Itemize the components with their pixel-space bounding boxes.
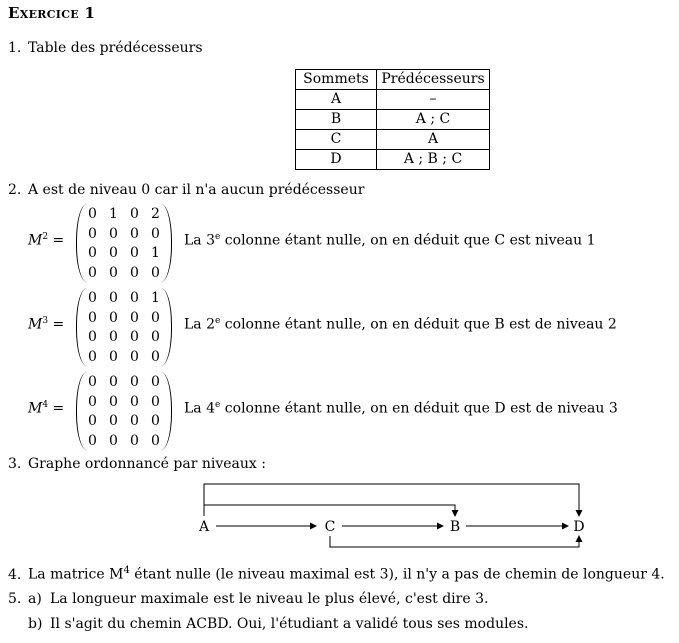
- question-number: 4.: [8, 566, 22, 583]
- matrix-comment: La 4e colonne étant nulle, on en déduit que D est de niveau 3: [184, 400, 618, 417]
- question-text: Graphe ordonnancé par niveaux :: [28, 456, 266, 472]
- predecessor-cell: –: [377, 90, 490, 110]
- question-5a: [8, 591, 488, 607]
- matrix-cell: 0: [88, 413, 97, 429]
- matrix-cell: 0: [151, 264, 160, 281]
- matrix-cell: 0: [151, 309, 160, 326]
- matrix-cell: 0: [109, 348, 118, 365]
- matrix-cell: 0: [109, 245, 118, 261]
- matrix-cell: 0: [88, 309, 97, 326]
- question-text: Table des prédécesseurs: [28, 40, 203, 56]
- matrix-cell: 0: [88, 225, 97, 242]
- matrix-cell: 0: [151, 348, 160, 365]
- matrix-cell: 0: [130, 264, 139, 281]
- question-number: 3.: [8, 456, 22, 472]
- matrix-cell: 0: [151, 374, 160, 390]
- matrix-cell: 0: [151, 432, 160, 449]
- table-row: [296, 130, 490, 150]
- question-exponent: 4: [123, 565, 130, 576]
- matrix-cell: 1: [151, 245, 160, 261]
- matrix-cell: 0: [130, 393, 139, 410]
- vertex-cell: A: [296, 90, 377, 110]
- matrix-cell: 0: [151, 225, 160, 242]
- matrix-cell: 0: [109, 309, 118, 326]
- sub-question-label: b): [28, 616, 43, 632]
- sub-question-text: Il s'agit du chemin ACBD. Oui, l'étudiant a validé tous ses modules.: [50, 616, 529, 632]
- predecessor-cell: A: [377, 130, 490, 150]
- matrix-cell: 0: [130, 432, 139, 449]
- matrix-grid: [82, 373, 166, 451]
- edge-c-d: [330, 536, 579, 547]
- matrix-cell: 0: [109, 432, 118, 449]
- graph-node-a: A: [198, 519, 210, 535]
- level-graph: [190, 478, 600, 556]
- matrix-grid: [82, 205, 166, 283]
- question-number: 5.: [8, 591, 22, 607]
- header-cell: Prédécesseurs: [377, 70, 490, 90]
- graph-node-d: D: [573, 519, 585, 535]
- right-parenthesis: [161, 204, 172, 282]
- matrix-cell: 0: [151, 393, 160, 410]
- table-row: [296, 90, 490, 110]
- vertex-cell: C: [296, 130, 377, 150]
- matrix-cell: 0: [130, 225, 139, 242]
- matrix-cell: 0: [130, 245, 139, 261]
- matrix-cell: 0: [88, 374, 97, 390]
- matrix-cell: 0: [109, 413, 118, 429]
- question-number: 1.: [8, 40, 22, 56]
- sub-question-text: La longueur maximale est le niveau le plus élevé, c'est dire 3.: [50, 591, 489, 607]
- matrix-cell: 0: [88, 290, 97, 306]
- matrix-comment: La 2e colonne étant nulle, on en déduit que B est de niveau 2: [184, 316, 617, 333]
- matrix-label: $M^4$ =: [28, 400, 65, 417]
- matrix-cell: 0: [88, 348, 97, 365]
- matrix-cell: 0: [88, 264, 97, 281]
- graph-node-c: C: [324, 519, 336, 535]
- question-5b: [28, 616, 528, 632]
- edge-a-b: [204, 505, 455, 516]
- matrix-cell: 0: [130, 206, 139, 222]
- matrix-label: $M^3$ =: [28, 316, 65, 333]
- matrix-cell: 0: [130, 329, 139, 345]
- matrix-cell: 0: [109, 329, 118, 345]
- matrix-cell: 0: [88, 432, 97, 449]
- question-number: 2.: [8, 182, 22, 198]
- matrix-cell: 0: [109, 264, 118, 281]
- matrix-cell: 0: [109, 290, 118, 306]
- exercise-title: Exercice 1: [8, 4, 96, 22]
- matrix-cell: 0: [109, 393, 118, 410]
- matrix-cell: 0: [130, 290, 139, 306]
- matrix-cell: 0: [88, 329, 97, 345]
- matrix-grid: [82, 289, 166, 367]
- matrix-cell: 0: [130, 348, 139, 365]
- header-cell: Sommets: [296, 70, 377, 90]
- matrix-comment: La 3e colonne étant nulle, on en déduit que C est niveau 1: [184, 232, 596, 249]
- sub-question-label: a): [28, 591, 42, 607]
- question-1: [8, 40, 203, 56]
- question-text: A est de niveau 0 car il n'a aucun prédécesseur: [28, 182, 365, 198]
- matrix-cell: 0: [88, 393, 97, 410]
- question-4: [8, 565, 665, 583]
- matrix-cell: 0: [151, 413, 160, 429]
- question-text-a: La matrice M: [28, 566, 124, 583]
- question-2: [8, 182, 364, 198]
- matrix-cell: 0: [130, 374, 139, 390]
- matrix-cell: 0: [130, 413, 139, 429]
- matrix-cell: 2: [151, 206, 160, 222]
- vertex-cell: D: [296, 150, 377, 170]
- right-parenthesis: [161, 372, 172, 450]
- table-header-row: [296, 70, 490, 90]
- predecessor-cell: A ; C: [377, 110, 490, 130]
- right-parenthesis: [161, 288, 172, 366]
- table-row: [296, 110, 490, 130]
- matrix-cell: 0: [109, 225, 118, 242]
- edge-a-d: [204, 484, 579, 516]
- matrix-cell: 0: [151, 329, 160, 345]
- graph-node-b: B: [449, 519, 461, 535]
- matrix-cell: 1: [109, 206, 118, 222]
- matrix-cell: 0: [88, 206, 97, 222]
- vertex-cell: B: [296, 110, 377, 130]
- question-3: [8, 456, 266, 472]
- predecessor-cell: A ; B ; C: [377, 150, 490, 170]
- predecessors-table: [295, 69, 490, 170]
- matrix-cell: 0: [130, 309, 139, 326]
- matrix-cell: 0: [109, 374, 118, 390]
- matrix-cell: 1: [151, 290, 160, 306]
- question-text-b: étant nulle (le niveau maximal est 3), il n'y a pas de chemin de longueur 4.: [129, 566, 665, 583]
- table-row: [296, 150, 490, 170]
- matrix-label: $M^2$ =: [28, 232, 65, 249]
- matrix-cell: 0: [88, 245, 97, 261]
